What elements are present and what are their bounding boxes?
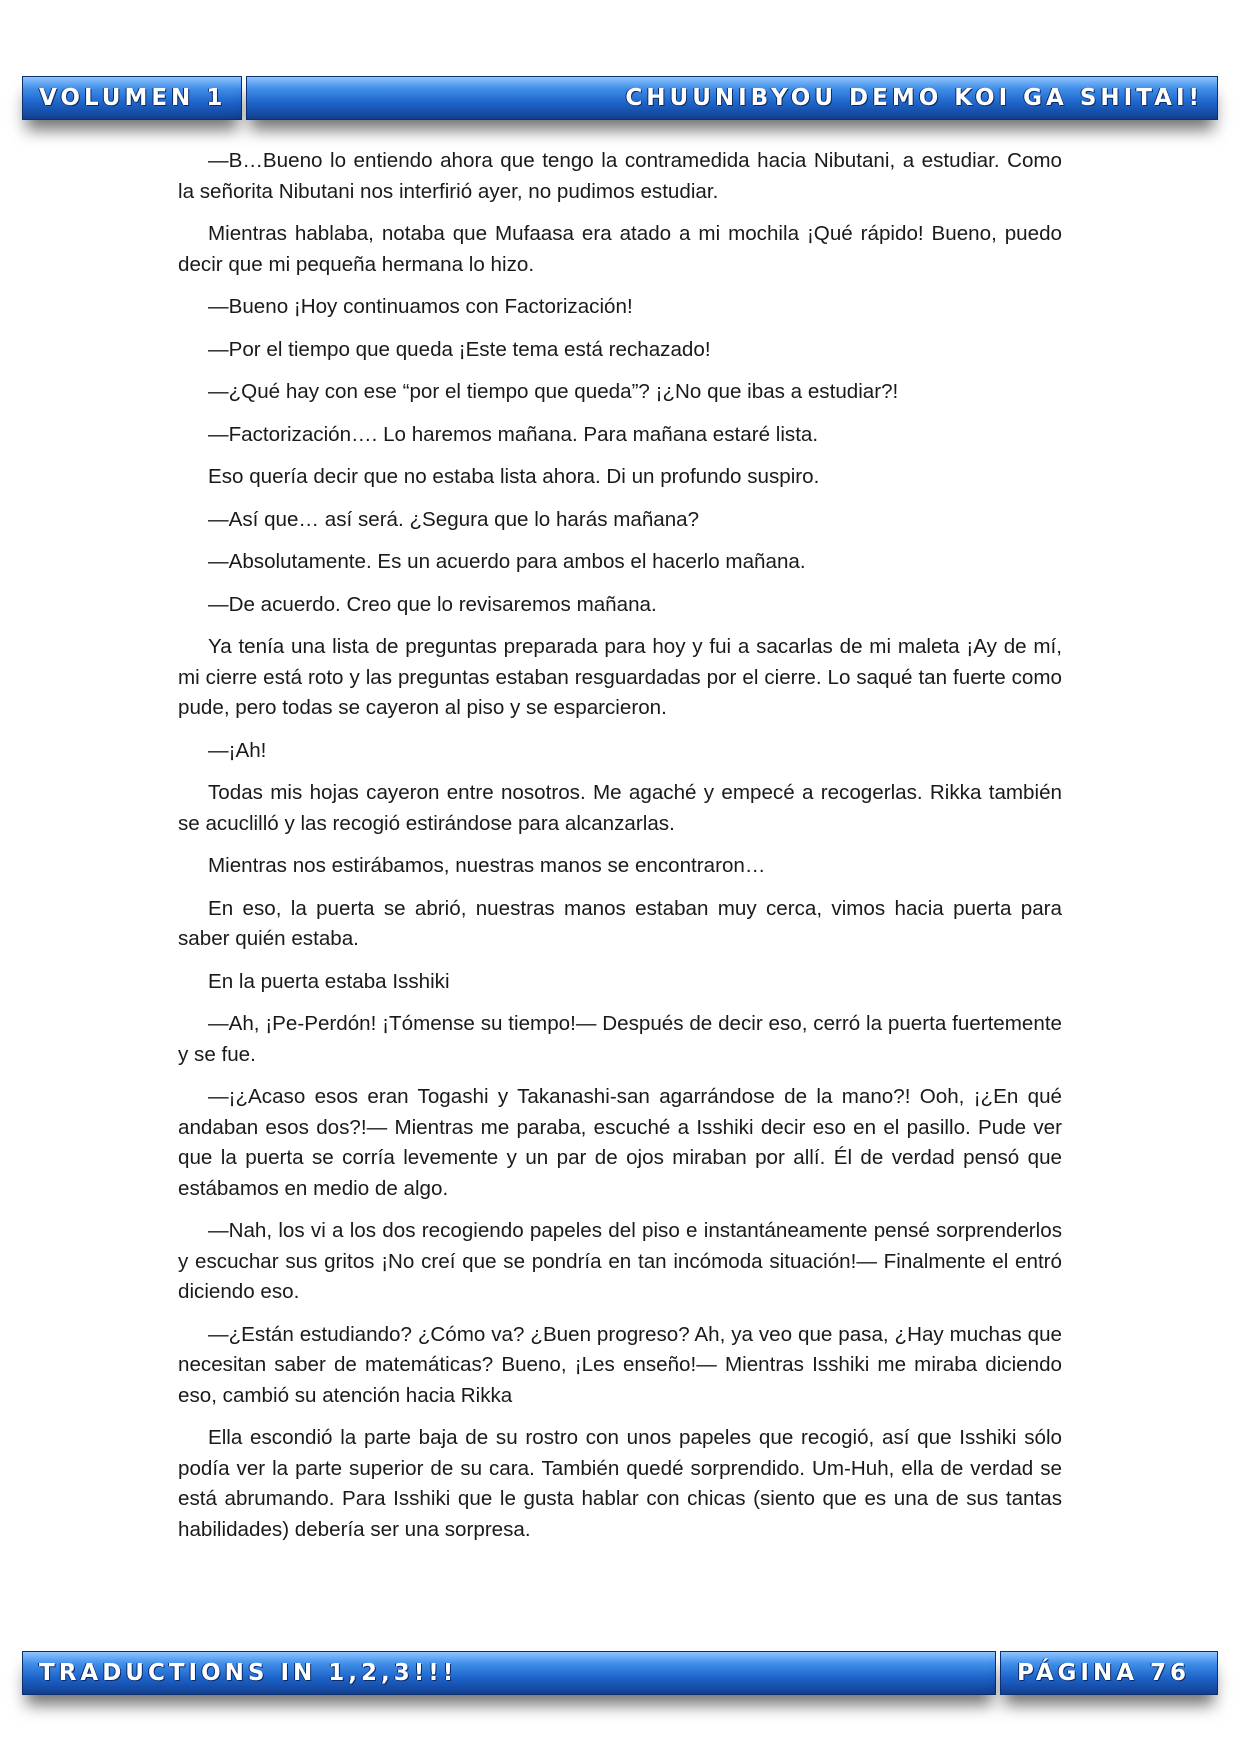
paragraph: —B…Bueno lo entiendo ahora que tengo la contramedida hacia Nibutani, a estudiar. Como la señorita Nibutani nos interfirió ayer, no pudimos estudiar. (178, 149, 1062, 203)
paragraph: —Bueno ¡Hoy continuamos con Factorización! (208, 295, 633, 318)
paragraph: —Nah, los vi a los dos recogiendo papeles del piso e instantáneamente pensé sorprenderlos y escuchar sus gritos ¡No creí que se pondría en tan incómoda situación!— Finalmente el entró diciendo eso. (178, 1219, 1062, 1303)
paragraph: —¡Ah! (208, 738, 267, 762)
paragraph: En eso, la puerta se abrió, nuestras manos estaban muy cerca, vimos hacia puerta para saber quién estaba. (178, 896, 1062, 950)
paragraph: —¡¿Acaso esos eran Togashi y Takanashi-san agarrándose de la mano?! Ooh, ¡¿En qué andaban esos dos?!— Mientras me paraba, escuché a Isshiki decir eso en el pasillo. Pude ver que la puerta se corría levemente y un par de ojos miraban por allí. Él de verdad pensó que estábamos en medio de algo. (178, 1085, 1062, 1200)
footer-group-label: TRADUCTIONS IN 1,2,3!!! (39, 1660, 458, 1686)
paragraph: —¿Qué hay con ese “por el tiempo que queda”? ¡¿No que ibas a estudiar?! (208, 380, 899, 403)
paragraph: Ya tenía una lista de preguntas preparada para hoy y fui a sacarlas de mi maleta ¡Ay de mí, mi cierre está roto y las preguntas estaban resguardadas por el cierre. Lo saqué tan fuerte como pude, pero todas se cayeron al piso y se esparcieron. (178, 635, 1062, 719)
header-volume-label: VOLUMEN 1 (39, 85, 227, 111)
page-number: PÁGINA 76 (1017, 1660, 1191, 1686)
paragraph: —De acuerdo. Creo que lo revisaremos mañana. (208, 592, 657, 616)
paragraph: —Ah, ¡Pe-Perdón! ¡Tómense su tiempo!— Después de decir eso, cerró la puerta fuertemente y se fue. (178, 1012, 1062, 1066)
paragraph: —Así que… así será. ¿Segura que lo harás mañana? (208, 507, 700, 531)
page-body-text (178, 146, 1062, 1557)
paragraph: Mientras nos estirábamos, nuestras manos se encontraron… (208, 854, 766, 877)
paragraph: Todas mis hojas cayeron entre nosotros. Me agaché y empecé a recogerlas. Rikka también se acuclilló y las recogió estirándose para alcanzarlas. (178, 781, 1062, 835)
footer-group-band (22, 1651, 996, 1695)
header-volume-band (22, 76, 242, 120)
paragraph: Mientras hablaba, notaba que Mufaasa era atado a mi mochila ¡Qué rápido! Bueno, puedo decir que mi pequeña hermana lo hizo. (178, 222, 1062, 276)
paragraph: —Factorización…. Lo haremos mañana. Para mañana estaré lista. (208, 422, 819, 446)
header-series-title: CHUUNIBYOU DEMO KOI GA SHITAI! (625, 85, 1203, 111)
paragraph: —¿Están estudiando? ¿Cómo va? ¿Buen progreso? Ah, ya veo que pasa, ¿Hay muchas que necesitan saber de matemáticas? Bueno, ¡Les enseño!— Mientras Isshiki me miraba diciendo eso, cambió su atención hacia Rikka (178, 1322, 1062, 1407)
footer-page-band (1000, 1651, 1218, 1695)
paragraph: —Por el tiempo que queda ¡Este tema está rechazado! (208, 337, 711, 361)
paragraph: Ella escondió la parte baja de su rostro con unos papeles que recogió, así que Isshiki sólo podía ver la parte superior de su cara. También quedé sorprendido. Um-Huh, ella de verdad se está abrumando. Para Isshiki que le gusta hablar con chicas (siento que es una de sus tantas habilidades) debería ser una sorpresa. (178, 1426, 1062, 1541)
paragraph: En la puerta estaba Isshiki (208, 969, 450, 993)
header-title-band (246, 76, 1218, 120)
paragraph: —Absolutamente. Es un acuerdo para ambos el hacerlo mañana. (208, 550, 806, 573)
paragraph: Eso quería decir que no estaba lista ahora. Di un profundo suspiro. (208, 465, 820, 488)
